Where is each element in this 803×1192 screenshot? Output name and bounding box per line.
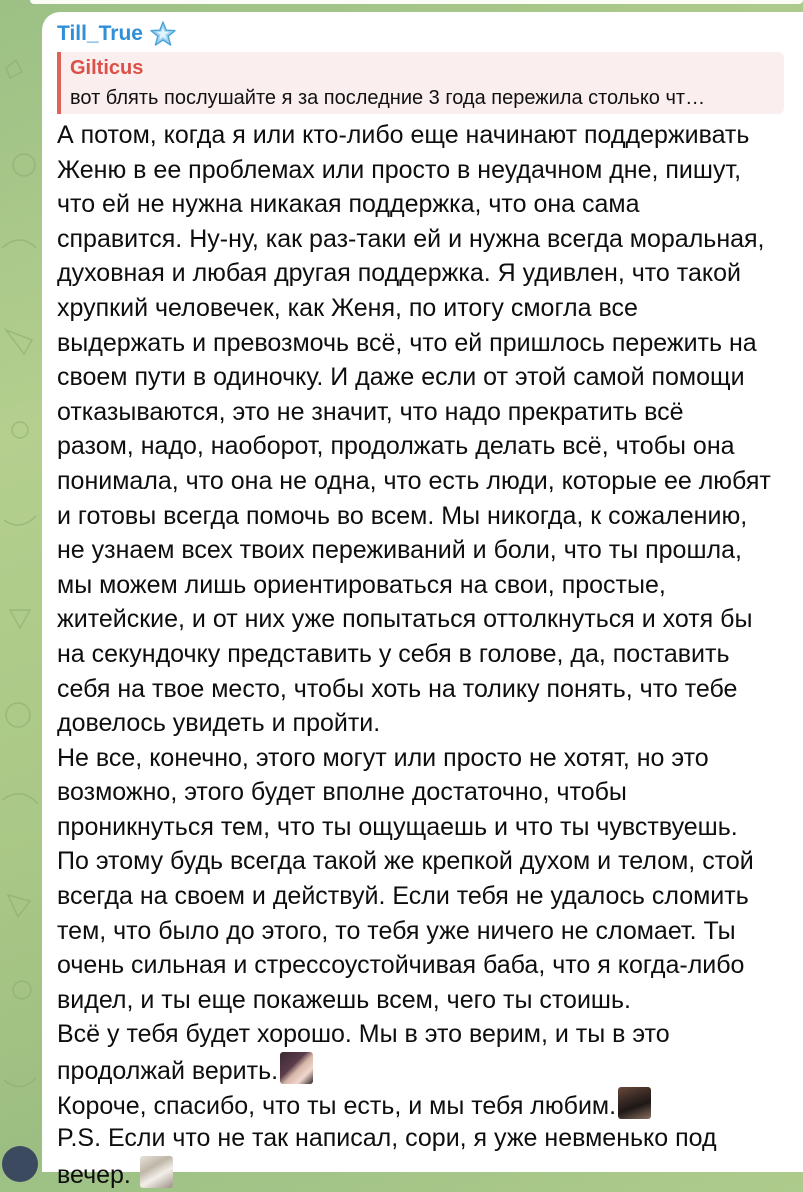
message-line-text: продолжай верить. xyxy=(57,1057,279,1086)
message-sender[interactable] xyxy=(57,20,177,48)
reply-text: вот блять послушайте я за последние 3 года пережила столько чт… xyxy=(70,87,706,109)
message-line: отказываются, это не значит, что надо прекратить всё xyxy=(57,397,684,426)
message-line: духовная и любая другая поддержка. Я удивлен, что такой xyxy=(57,259,741,288)
message-line: житейские, и от них уже попытаться оттолкнуться и хотя бы xyxy=(57,605,753,634)
pointing-hand-emoji[interactable] xyxy=(280,1052,313,1084)
message-line: что ей не нужна никакая поддержка, что она сама xyxy=(57,190,640,219)
previous-message-edge xyxy=(30,0,803,4)
message-line: очень сильная и стрессоустойчивая баба, что я когда-либо xyxy=(57,951,745,980)
person-emoji[interactable] xyxy=(618,1087,651,1119)
message-line: на секундочку представить у себя в голове, да, поставить xyxy=(57,639,730,668)
message-line: тем, что было до этого, то тебя уже ничего не сломает. Ты xyxy=(57,916,736,945)
message-line: всегда на своем и действуй. Если тебя не удалось сломить xyxy=(57,882,749,911)
message-line: довелось увидеть и пройти. xyxy=(57,709,381,738)
message-line: мы можем лишь ориентироваться на свои, простые, xyxy=(57,570,666,599)
avatar[interactable] xyxy=(2,1146,38,1182)
message-line: понимала, что она не одна, что есть люди, которые ее любят xyxy=(57,466,771,495)
sender-name[interactable]: Till_True xyxy=(57,22,143,45)
message-line: и готовы всегда помочь во всем. Мы никогда, к сожалению, xyxy=(57,501,748,530)
message-line: возможно, этого будет вполне достаточно, чтобы xyxy=(57,778,627,807)
message-line: не узнаем всех твоих переживаний и боли, что ты прошла, xyxy=(57,536,742,565)
cat-emoji[interactable] xyxy=(140,1156,173,1188)
reply-quote[interactable] xyxy=(57,52,784,114)
message-line: разом, надо, наоборот, продолжать делать всё, чтобы она xyxy=(57,432,735,461)
message-line: хрупкий человечек, как Женя, по итогу смогла все xyxy=(57,293,638,322)
message-line-with-emoji xyxy=(57,1052,797,1087)
message-line-text: вечер. xyxy=(57,1160,131,1189)
message-line: видел, и ты еще покажешь всем, чего ты стоишь. xyxy=(57,985,631,1014)
message-line: справится. Ну-ну, как раз-таки ей и нужна всегда моральная, xyxy=(57,224,765,253)
reply-accent-bar xyxy=(57,52,61,114)
message-line: проникнуться тем, что ты ощущаешь и что ты чувствуешь. xyxy=(57,812,738,841)
message-line: выдержать и превозмочь всё, что ей пришлось пережить на xyxy=(57,328,757,357)
message-line: Женю в ее проблемах или просто в неудачном дне, пишут, xyxy=(57,155,742,184)
message-line: P.S. Если что не так написал, сори, я уже невменько под xyxy=(57,1124,717,1153)
reply-author: Gilticus xyxy=(70,57,144,79)
message-line: А потом, когда я или кто-либо еще начинают поддерживать xyxy=(57,121,750,149)
premium-star-icon xyxy=(149,20,177,48)
message-line: своем пути в одиночку. И даже если от этой самой помощи xyxy=(57,363,745,392)
message-text xyxy=(57,118,797,1190)
message-line-text: Короче, спасибо, что ты есть, и мы тебя любим. xyxy=(57,1091,617,1120)
message-line: себя на твое место, чтобы хоть на толику понять, что тебе xyxy=(57,674,738,703)
message-line-with-emoji xyxy=(57,1156,797,1191)
message-line: Не все, конечно, этого могут или просто не хотят, но это xyxy=(57,743,709,772)
message-line: Всё у тебя будет хорошо. Мы в это верим, и ты в это xyxy=(57,1020,670,1049)
message-line: По этому будь всегда такой же крепкой духом и телом, стой xyxy=(57,847,754,876)
message-line-with-emoji xyxy=(57,1087,797,1122)
